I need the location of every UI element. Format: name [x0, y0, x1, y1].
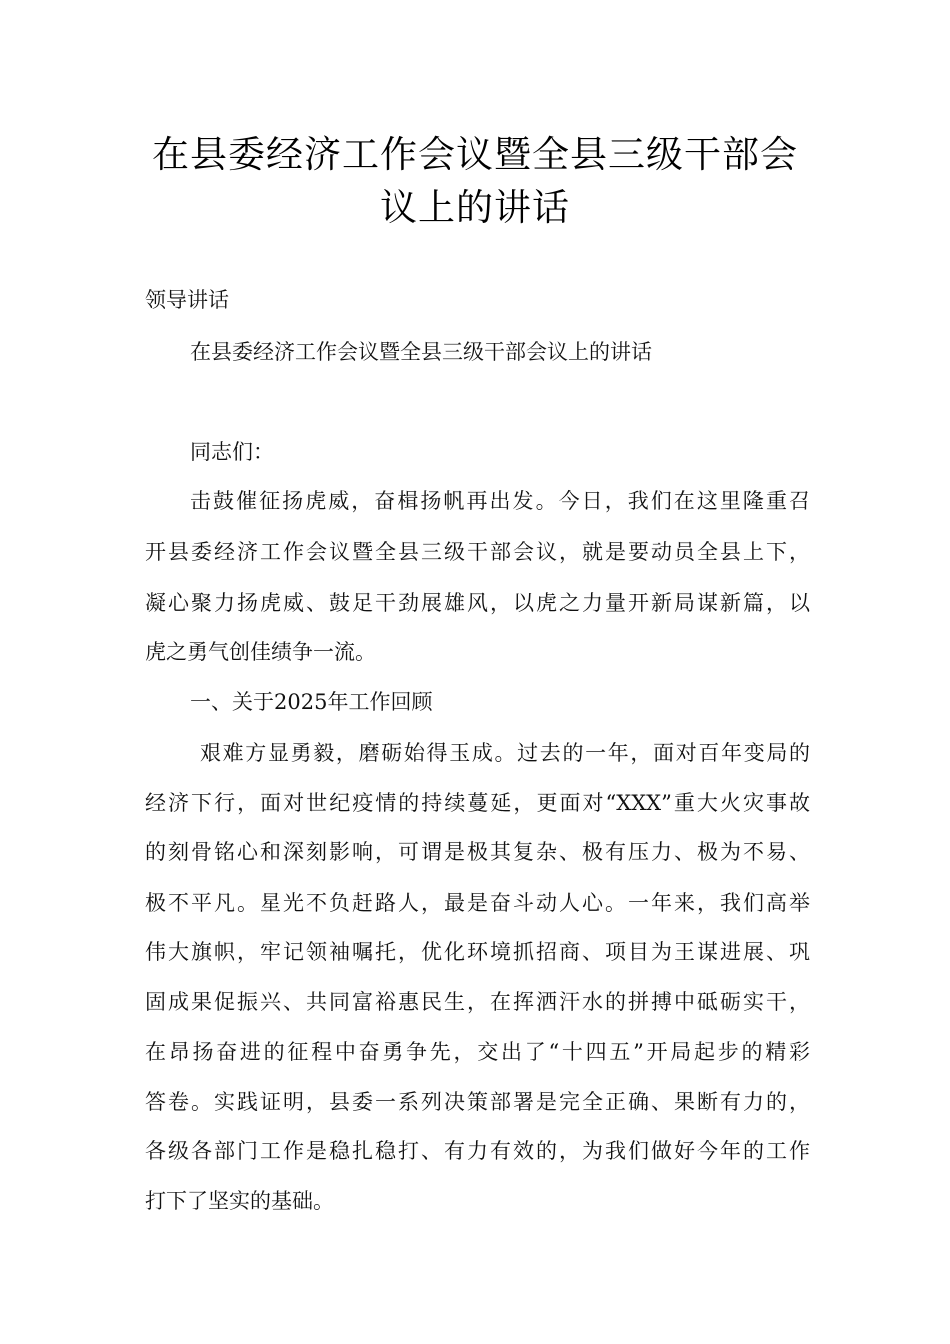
subtitle: 在县委经济工作会议暨全县三级干部会议上的讲话	[190, 340, 652, 364]
document-title	[120, 128, 830, 234]
intro-line: 虎之勇气创佳绩争一流。	[145, 640, 376, 664]
category-label: 领导讲话	[145, 288, 229, 312]
section-line: 极不平凡。星光不负赶路人，最是奋斗动人心。一年来，我们高举	[145, 891, 810, 915]
intro-line: 凝心聚力扬虎威、鼓足干劲展雄风，以虎之力量开新局谋新篇，以	[145, 591, 810, 615]
section-line: 艰难方显勇毅，磨砺始得玉成。过去的一年，面对百年变局的	[200, 741, 810, 765]
salutation: 同志们：	[190, 440, 274, 464]
section-heading: 一、关于2025年工作回顾	[190, 690, 433, 714]
section-line: 打下了坚实的基础。	[145, 1189, 334, 1213]
title-line-1: 在县委经济工作会议暨全县三级干部会	[152, 133, 798, 176]
section-line: 固成果促振兴、共同富裕惠民生，在挥洒汗水的拼搏中砥砺实干，	[145, 990, 810, 1014]
section-line: 各级各部门工作是稳扎稳打、有力有效的，为我们做好今年的工作	[145, 1139, 810, 1163]
intro-line: 击鼓催征扬虎威，奋楫扬帆再出发。今日，我们在这里隆重召	[190, 489, 810, 513]
section-line: 伟大旗帜，牢记领袖嘱托，优化环境抓招商、项目为王谋进展、巩	[145, 940, 810, 964]
section-line: 经济下行，面对世纪疫情的持续蔓延，更面对“XXX”重大火灾事故	[145, 791, 810, 815]
section-line: 答卷。实践证明，县委一系列决策部署是完全正确、果断有力的，	[145, 1090, 810, 1114]
section-line: 在昂扬奋进的征程中奋勇争先，交出了“十四五”开局起步的精彩	[145, 1040, 810, 1064]
intro-line: 开县委经济工作会议暨全县三级干部会议，就是要动员全县上下，	[145, 540, 810, 564]
title-line-2: 议上的讲话	[380, 186, 570, 229]
section-line: 的刻骨铭心和深刻影响，可谓是极其复杂、极有压力、极为不易、	[145, 840, 810, 864]
